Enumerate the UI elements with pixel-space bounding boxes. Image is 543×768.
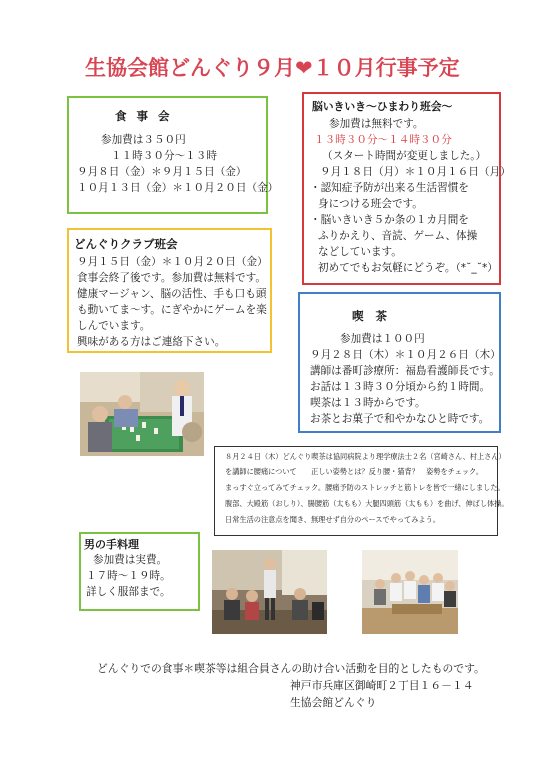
shokuji-fee: 参加費は３５０円 [101, 134, 186, 146]
club-desc-5: 興味がある方はご連絡下さい。 [77, 336, 226, 348]
club-desc-3: も動いてま～す。にぎやかにゲームを楽 [77, 304, 267, 316]
kissa-talk-time: お話は１３時３０分頃から約１時間。 [310, 381, 491, 393]
kissa-start: 喫茶は１３時からです。 [310, 397, 426, 409]
shokuji-dates-sep: ９月８日（金）＊９月１５日（金） [77, 166, 247, 178]
nou-desc-3: ・脳いきいき５か条の１カ月間を [310, 214, 469, 226]
club-dates: ９月１５日（金）＊１０月２０日（金） [77, 256, 268, 268]
report-line-4: 腹部、大殿筋（おしり）、腸腰筋（太もも）大腿四頭筋（太もも）を曲げ、伸ばし体操。 [225, 499, 509, 508]
nou-fee: 参加費は無料です。 [329, 118, 424, 130]
kissa-dates: ９月２８日（木）＊１０月２６日（木） [310, 349, 501, 361]
nou-desc-2: 身につける班会です。 [318, 198, 423, 210]
otoko-contact: 詳しく服部まで。 [86, 586, 171, 598]
nou-desc-4: ふりかえり、音読、ゲーム、体操 [318, 230, 478, 242]
club-desc-2: 健康マージャン、脳の活性、手も口も頭 [77, 288, 267, 300]
nou-time: １３時３０分～１４時３０分 [314, 134, 452, 146]
kissa-heading: 喫 茶 [352, 309, 392, 323]
shokuji-time: １１時３０分～１３時 [111, 150, 217, 162]
otoko-heading: 男の手料理 [84, 538, 139, 551]
otoko-time: １７時～１９時。 [86, 570, 171, 582]
nou-heading: 脳いきいき～ひまわり班会～ [312, 100, 453, 113]
nou-desc-6: 初めてでもお気軽にどうぞ。（*˘_˘*） [318, 262, 498, 274]
report-line-3: まっすぐ立ってみてチェック。腰痛予防のストレッチと筋トレを皆で一緒にしました。 [225, 483, 505, 492]
otoko-fee: 参加費は実費。 [93, 554, 168, 566]
shokuji-heading: 食 事 会 [115, 109, 173, 123]
report-line-2: を講師に腰痛について 正しい姿勢とは？反り腰・猫背？ 姿勢をチェック。 [225, 467, 484, 476]
otoko-box [79, 532, 200, 611]
nou-desc-5: などしています。 [318, 246, 402, 258]
shokuji-dates-oct: １０月１３日（金）＊１０月２０日（金） [77, 182, 279, 194]
report-line-5: 日常生活の注意点を聞き、無理せず自分のペースでやってみよう。 [225, 515, 440, 524]
page-title: 生協会館どんぐり９月❤１０月行事予定 [85, 56, 460, 80]
footer-purpose: どんぐりでの食事＊喫茶等は組合員さんの助け合い活動を目的としたものです。 [97, 662, 485, 675]
club-box [67, 228, 272, 353]
report-box [214, 446, 509, 536]
nou-desc-1: ・認知症予防が出来る生活習慣を [310, 182, 469, 194]
mahjong-photo [80, 372, 204, 456]
kissa-box [298, 292, 501, 433]
footer-org: 生協会館どんぐり [290, 696, 377, 709]
club-desc-4: しんでいます。 [77, 320, 151, 332]
group-photo [362, 550, 458, 634]
footer-address: 神戸市兵庫区御崎町２丁目１６－１４ [290, 679, 474, 692]
exercise-photo [212, 550, 327, 634]
nou-dates: ９月１８日（月）＊１０月１６日（月） [320, 166, 511, 178]
shokuji-box [67, 96, 279, 214]
nou-time-note: （スタート時間が変更しました。） [322, 150, 487, 162]
report-line-1: ８月２４日（木）どんぐり喫茶は協同病院より理学療法士２名（宮崎さん、村上さん） [225, 452, 506, 461]
nou-box [302, 92, 511, 285]
club-heading: どんぐりクラブ班会 [74, 237, 178, 251]
kissa-fee: 参加費は１００円 [340, 333, 425, 345]
kissa-desc: お茶とお菓子で和やかなひと時です。 [310, 413, 490, 425]
club-desc-1: 食事会終了後です。参加費は無料です。 [77, 272, 266, 284]
kissa-lecturer: 講師は番町診療所：福島看護師長です。 [310, 365, 500, 377]
